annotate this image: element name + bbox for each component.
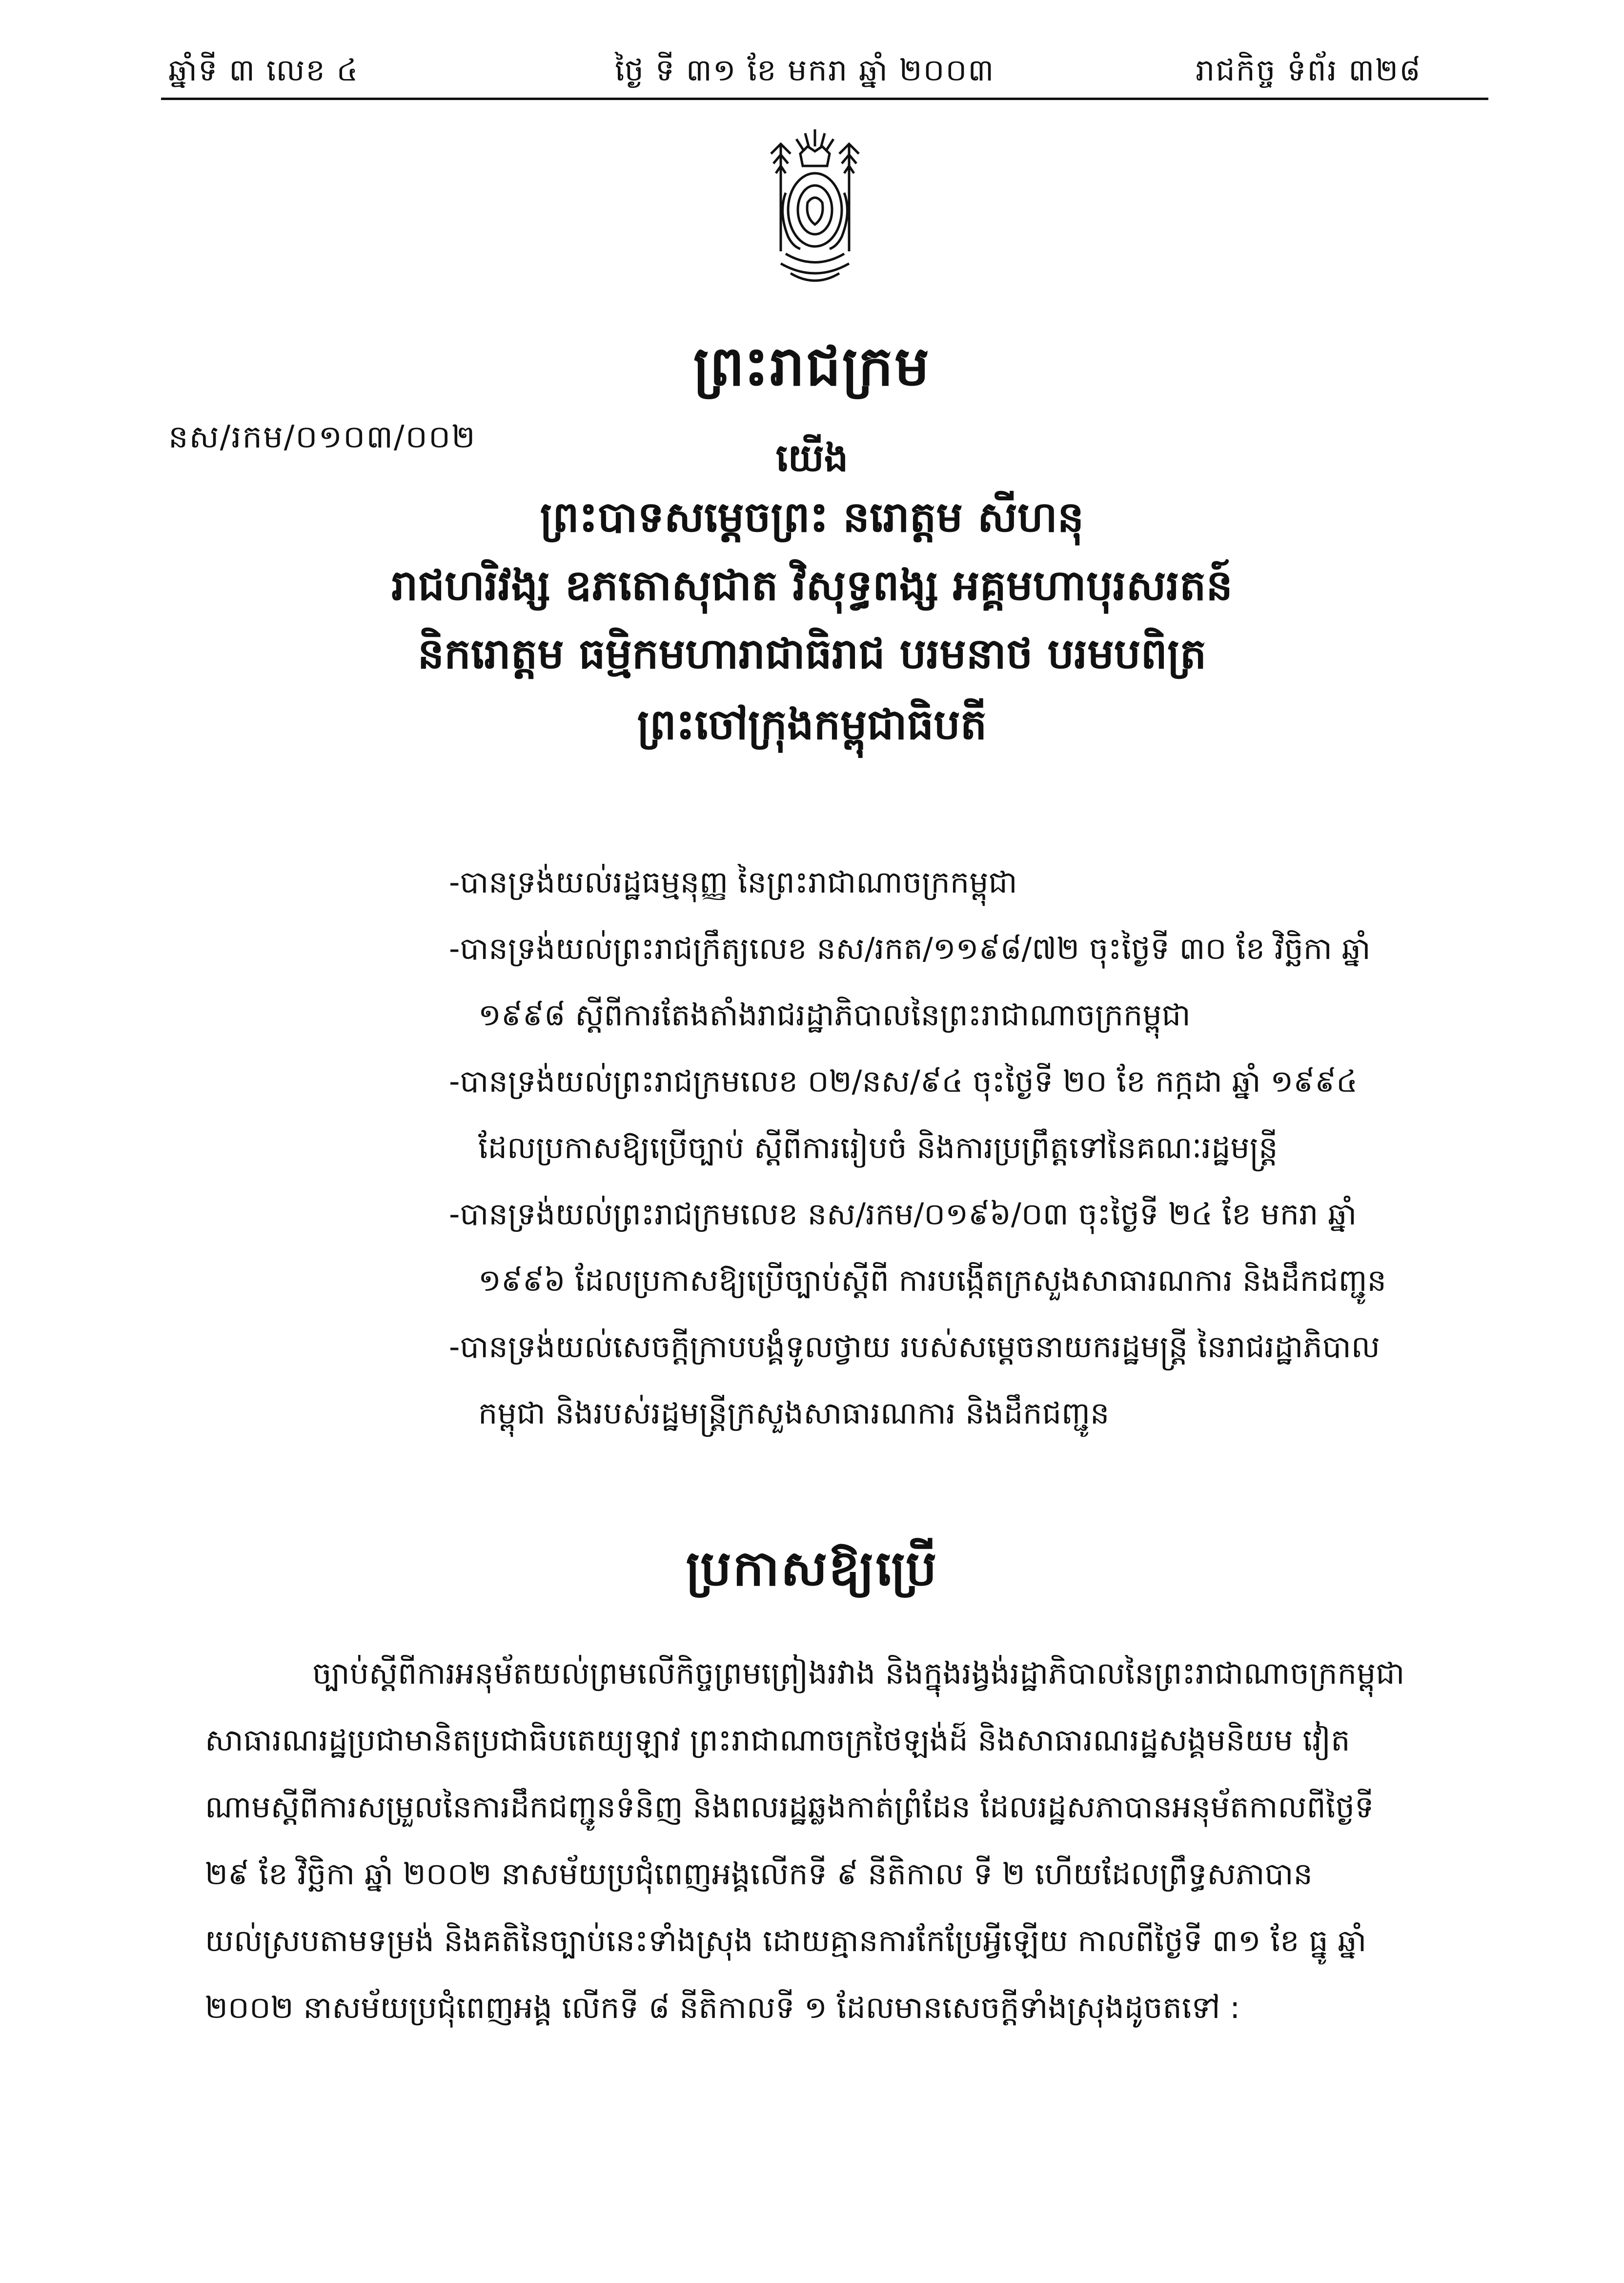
reference-line: ១៩៩៨ ស្ដីពីការតែងតាំងរាជរដ្ឋាភិបាលនៃព្រះរាជាណាចក្រកម្ពុជា [478,997,1191,1033]
body-line: ណាមស្ដីពីការសម្រួលនៃការដឹកជញ្ជូនទំនិញ និងពលរដ្ឋឆ្លងកាត់ព្រំដែន ដែលរដ្ឋសភាបានអនុម័តកាលពីថ្ងៃទី [205,1789,1374,1825]
reference-line: -បានទ្រង់យល់ព្រះរាជក្រមលេខ ០២/នស/៩៤ ចុះថ្ងៃទី ២០ ខែ កក្កដា ឆ្នាំ ១៩៩៤ [449,1063,1358,1099]
body-line: សាធារណរដ្ឋប្រជាមានិតប្រជាធិបតេយ្យឡាវ ព្រះរាជាណាចក្រថៃឡង់ដ៍ និងសាធារណរដ្ឋសង្គមនិយម វៀត [205,1722,1350,1758]
body-line: ២០០២ នាសម័យប្រជុំពេញអង្គ លើកទី ៨ នីតិកាលទី ១ ដែលមានសេចក្ដីទាំងស្រុងដូចតទៅ : [205,1990,1240,2025]
king-title-line-2: រាជហរិវង្ស ឧភតោសុជាត វិសុទ្ធពង្ស អគ្គមហាបុរសរតន៍ [391,561,1233,610]
we-line: យើង [775,436,849,480]
reference-line: ១៩៩៦ ដែលប្រកាសឱ្យប្រើច្បាប់ស្ដីពី ការបង្កើតក្រសួងសាធារណការ និងដឹកជញ្ជូន [478,1263,1386,1298]
promulgate-heading: ប្រកាសឱ្យប្រើ [686,1540,938,1597]
royal-coat-of-arms-icon [751,124,878,290]
king-title-line-1: ព្រះបាទសម្ដេចព្រះ នរោត្ដម សីហនុ [540,493,1084,542]
header-date: ថ្ងៃ ទី ៣១ ខែ មករា ឆ្នាំ ២០០៣ [615,52,995,88]
header-year-issue: ឆ្នាំទី ៣ លេខ ៤ [168,52,359,88]
references-block [449,849,1464,1447]
reference-line: -បានទ្រង់យល់រដ្ឋធម្មនុញ្ញ នៃព្រះរាជាណាចក្រកម្ពុជា [449,864,1017,900]
body-line: ច្បាប់ស្ដីពីការអនុម័តយល់ព្រមលើកិច្ចព្រមព្រៀងរវាង និងក្នុងរង្វង់រដ្ឋាភិបាលនៃព្រះរាជាណាចក្រកម្ពុជា [312,1655,1405,1691]
king-title-line-4: ព្រះចៅក្រុងកម្ពុជាធិបតី [637,700,987,749]
body-line: យល់ស្របតាមទម្រង់ និងគតិនៃច្បាប់នេះទាំងស្រុង ដោយគ្មានការកែប្រែអ្វីឡើយ កាលពីថ្ងៃទី ៣១ ខែ ធ្នូ ឆ្នាំ [205,1923,1367,1958]
royal-decree-title: ព្រះរាជក្រម [693,335,931,398]
reference-line: ដែលប្រកាសឱ្យប្រើច្បាប់ ស្ដីពីការរៀបចំ និងការប្រព្រឹត្តទៅនៃគណៈរដ្ឋមន្ត្រី [478,1130,1278,1165]
reference-line: -បានទ្រង់យល់ព្រះរាជក្រឹត្យលេខ នស/រកត/១១៩៨/៧២ ចុះថ្ងៃទី ៣០ ខែ វិច្ឆិកា ឆ្នាំ [449,931,1371,966]
reference-line: -បានទ្រង់យល់សេចក្ដីក្រាបបង្គំទូលថ្វាយ របស់សម្ដេចនាយករដ្ឋមន្ត្រី នៃរាជរដ្ឋាភិបាល [449,1329,1380,1365]
header-divider [161,98,1488,100]
reference-line: កម្ពុជា និងរបស់រដ្ឋមន្ត្រីក្រសួងសាធារណការ និងដឹកជញ្ជូន [478,1395,1110,1431]
reference-line: -បានទ្រង់យល់ព្រះរាជក្រមលេខ នស/រកម/០១៩៦/០៣ ចុះថ្ងៃទី ២៤ ខែ មករា ឆ្នាំ [449,1196,1357,1232]
header-gazette-page: រាជកិច្ច ទំព័រ ៣២៨ [1196,52,1422,88]
body-paragraph [205,1640,1469,2041]
body-line: ២៩ ខែ វិច្ឆិកា ឆ្នាំ ២០០២ នាសម័យប្រជុំពេញអង្គលើកទី ៩ នីតិកាល ទី ២ ហើយដែលព្រឹទ្ធសភាបាន [205,1856,1313,1892]
king-title-line-3: និករោត្ដម ធម្មិកមហារាជាធិរាជ បរមនាថ បរមបពិត្រ [417,630,1207,678]
document-number: នស/រកម/០១០៣/០០២ [168,419,476,455]
